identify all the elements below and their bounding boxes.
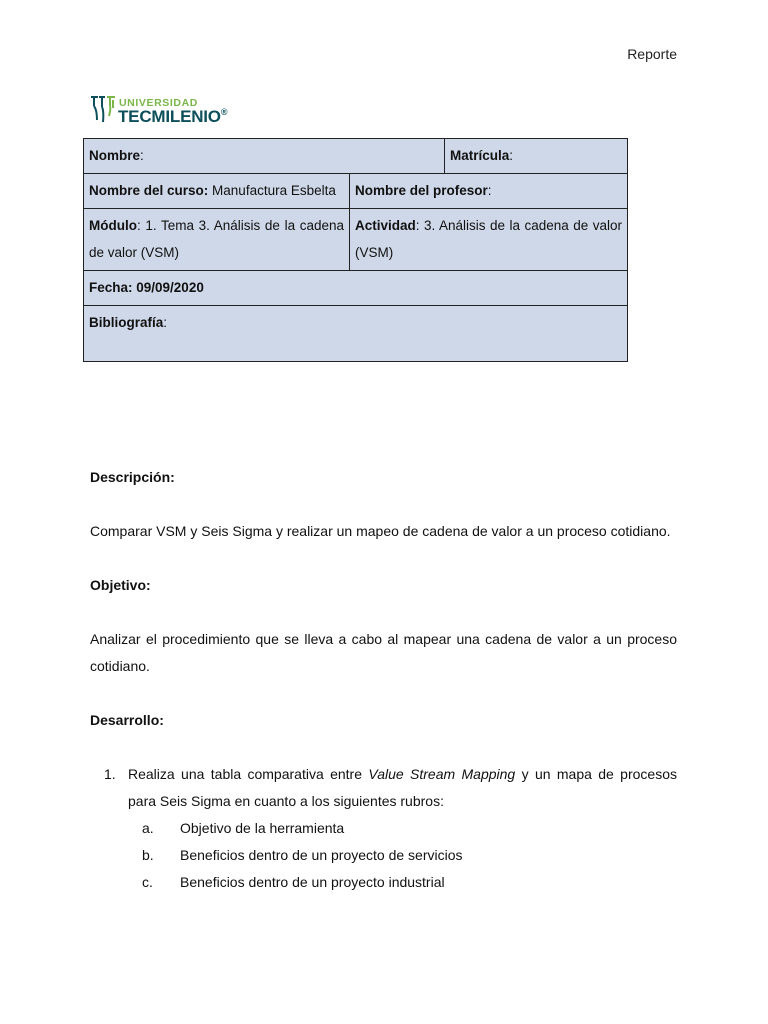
matricula-cell[interactable]: Matrícula: xyxy=(445,139,628,174)
list-number: 1. xyxy=(104,766,116,782)
table-row xyxy=(84,271,628,306)
objetivo-heading: Objetivo: xyxy=(90,577,151,593)
modulo-cell[interactable]: Módulo: 1. Tema 3. Análisis de la cadena de valor (VSM) xyxy=(84,209,350,271)
document-body xyxy=(90,464,677,896)
report-header: Reporte xyxy=(627,46,677,62)
desarrollo-heading: Desarrollo: xyxy=(90,712,164,728)
table-row xyxy=(84,139,628,174)
logo-line1: UNIVERSIDAD xyxy=(119,97,198,109)
logo-mark-icon xyxy=(90,94,118,124)
university-logo xyxy=(90,94,290,128)
logo-line2: TECMILENIO® xyxy=(118,107,228,126)
descripcion-heading: Descripción: xyxy=(90,469,175,485)
sub-list-item: b. Beneficios dentro de un proyecto de servicios xyxy=(142,847,463,863)
info-table xyxy=(83,138,628,362)
table-row xyxy=(84,174,628,209)
sub-list-item: a. Objetivo de la herramienta xyxy=(142,820,345,836)
objetivo-text: Analizar el procedimiento que se lleva a cabo al mapear una cadena de valor a un proceso cotidiano. xyxy=(90,631,677,674)
descripcion-text: Comparar VSM y Seis Sigma y realizar un mapeo de cadena de valor a un proceso cotidiano. xyxy=(90,523,671,539)
nombre-cell[interactable]: Nombre: xyxy=(84,139,445,174)
bibliografia-cell[interactable]: Bibliografía: xyxy=(84,306,628,362)
table-row xyxy=(84,306,628,362)
fecha-cell[interactable]: Fecha: 09/09/2020 xyxy=(84,271,628,306)
table-row xyxy=(84,209,628,271)
list-item: 1. Realiza una tabla comparativa entre Value Stream Mapping y un mapa de procesos para Seis Sigma en cuanto a los siguientes rubros: xyxy=(90,761,677,815)
profesor-cell[interactable]: Nombre del profesor: xyxy=(350,174,628,209)
curso-cell[interactable]: Nombre del curso: Manufactura Esbelta xyxy=(84,174,350,209)
actividad-cell[interactable]: Actividad: 3. Análisis de la cadena de valor (VSM) xyxy=(350,209,628,271)
sub-list-item: c. Beneficios dentro de un proyecto industrial xyxy=(142,874,445,890)
